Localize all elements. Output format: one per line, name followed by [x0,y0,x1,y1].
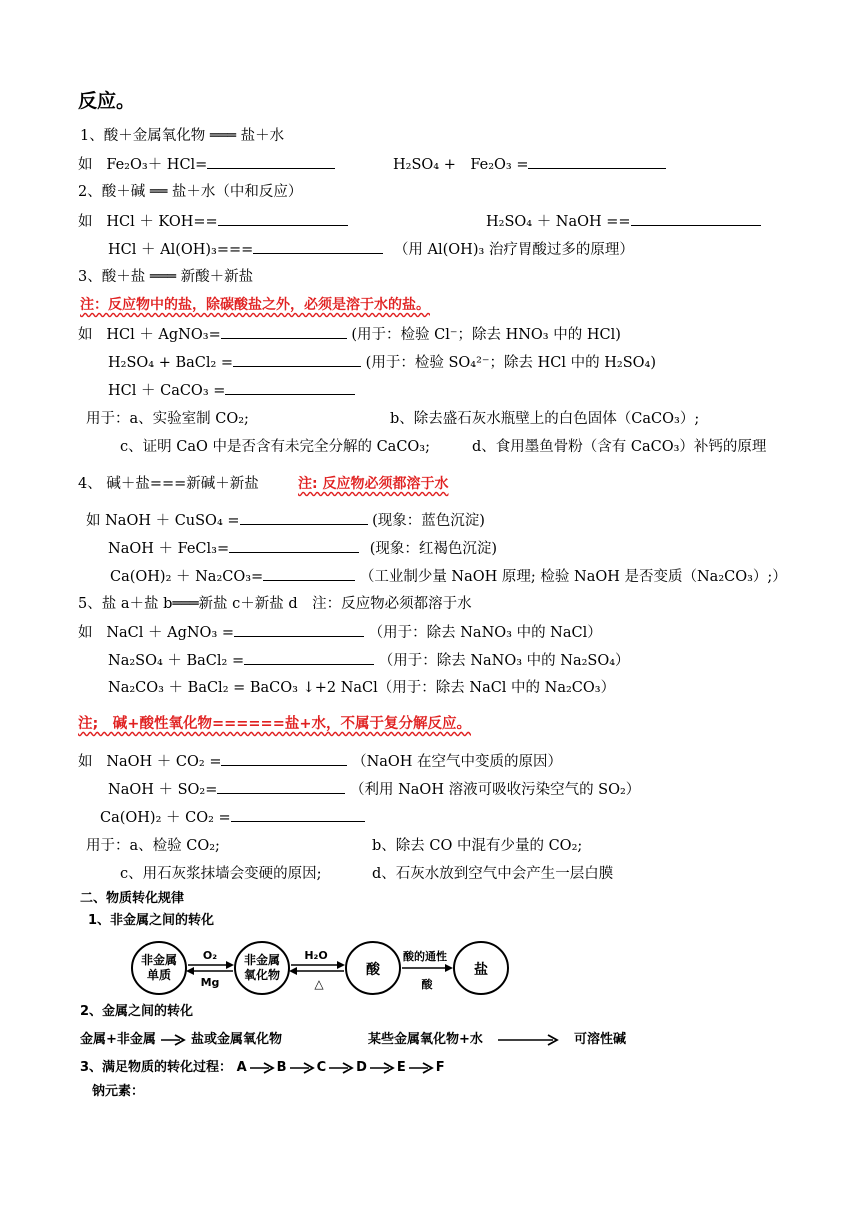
equation-note: (现象：红褐色沉淀) [369,541,498,557]
equation: HCl ＋ CaCO₃ = [108,383,226,399]
equation-note: （利用 NaOH 溶液可吸收污染空气的 SO₂） [349,782,641,798]
section4-example2 [108,538,497,559]
section4-example3 [110,566,787,587]
arrow-right-icon [337,961,345,969]
arrow-right-icon [445,964,453,972]
equation: NaOH ＋ FeCl₃= [108,541,230,557]
answer-blank[interactable] [240,510,368,525]
section2-example3 [108,239,634,260]
section3-note: 注：反应物中的盐，除碳酸盐之外，必须是溶于水的盐。 [80,297,430,313]
section1-example1 [78,154,335,175]
diagram-node-label: 盐 [474,962,488,978]
metal-conversion-1 [80,1030,282,1050]
conversion-chain [237,1060,445,1075]
section2-example1 [78,211,348,232]
section6-example3 [100,807,365,828]
example-prefix: 如 [78,214,93,230]
page-title: 反应。 [78,90,136,112]
part2-sub3-label: 3、满足物质的转化过程： [80,1060,233,1075]
nonmetal-conversion-diagram [128,934,510,1002]
answer-blank[interactable] [225,380,355,395]
section3-use-d: d、食用墨鱼骨粉（含有 CaCO₃）补钙的原理 [472,439,767,455]
section3-use-a: 用于：a、实验室制 CO₂; [86,411,249,427]
part2-sub3 [80,1058,445,1078]
answer-blank[interactable] [221,324,347,339]
conversion-left: 某些金属氧化物+水 [368,1032,483,1047]
equation-note: (用于：检验 SO₄²⁻；除去 HCl 中的 H₂SO₄) [365,355,656,371]
section3-example3 [108,380,355,401]
conversion-right: 盐或金属氧化物 [190,1032,282,1047]
answer-blank[interactable] [263,566,355,581]
section3-use-b: b、除去盛石灰水瓶壁上的白色固体（CaCO₃）; [390,411,700,427]
section5-example1 [78,622,602,643]
section5-example2 [108,650,630,671]
sodium-label: 钠元素： [92,1084,145,1099]
chain-item: F [435,1060,445,1075]
equation: Ca(OH)₂ ＋ Na₂CO₃= [110,569,264,585]
arrow-right-icon [497,1034,559,1046]
section4-example1 [86,510,485,531]
arrow-top-label: 酸的通性 [403,950,447,963]
equation: Na₂SO₄ ＋ BaCl₂ = [108,653,245,669]
answer-blank[interactable] [221,751,347,766]
example-prefix: 如 [78,754,93,770]
section6-use-b: b、除去 CO 中混有少量的 CO₂; [372,838,583,854]
section1-example2 [393,154,666,175]
chain-item: B [276,1060,287,1075]
part2-sub2: 2、金属之间的转化 [80,1004,194,1019]
arrow-right-icon [249,1062,275,1074]
answer-blank[interactable] [253,239,383,254]
equation-note: （用于：除去 NaNO₃ 中的 Na₂SO₄） [378,653,630,669]
answer-blank[interactable] [217,779,345,794]
equation: 如 NaOH ＋ CuSO₄ = [86,513,240,529]
example-prefix: 如 [78,157,93,173]
arrow-right-icon [160,1034,186,1046]
answer-blank[interactable] [528,154,666,169]
answer-blank[interactable] [631,211,761,226]
section6-example1 [78,751,562,772]
section5-title: 5、盐 a＋盐 b═══新盐 c＋新盐 d 注：反应物必须都溶于水 [78,596,472,612]
equation: H₂SO₄ ＋ NaOH == [486,214,631,230]
equation-note: （工业制少量 NaOH 原理; 检验 NaOH 是否变质（Na₂CO₃）;） [359,569,787,585]
equation: HCl ＋ KOH== [106,214,218,230]
equation: Fe₂O₃＋ HCl= [106,157,208,173]
arrow-right-icon [328,1062,354,1074]
equation-note: （用于：除去 NaNO₃ 中的 NaCl） [368,625,602,641]
example-prefix: 如 [78,625,93,641]
arrow-left-icon [186,967,194,975]
example-prefix: 如 [78,327,93,343]
equation: NaOH ＋ SO₂= [108,782,218,798]
arrow-left-icon [289,967,297,975]
part2-sub1: 1、非金属之间的转化 [88,913,215,928]
answer-blank[interactable] [218,211,348,226]
section4-title: 4、 碱＋盐===新碱＋新盐 [78,476,259,492]
equation: HCl ＋ AgNO₃= [106,327,221,343]
chain-item: D [356,1060,367,1075]
section6-note: 注; 碱+酸性氧化物======盐+水，不属于复分解反应。 [78,716,471,732]
equation: H₂SO₄ + Fe₂O₃ = [393,157,529,173]
diagram-node-label: 单质 [146,968,172,982]
arrow-bottom-label: Mg [200,976,220,989]
equation-note: (用于：检验 Cl⁻；除去 HNO₃ 中的 HCl) [351,327,621,343]
equation-note: （NaOH 在空气中变质的原因） [352,754,563,770]
arrow-bottom-label: 酸 [421,978,433,991]
diagram-node-label: 非金属 [243,953,281,967]
diagram-node-label: 酸 [366,962,380,978]
answer-blank[interactable] [229,538,359,553]
chain-item: A [236,1060,247,1075]
equation: Ca(OH)₂ ＋ CO₂ = [100,810,231,826]
section6-use-a: 用于：a、检验 CO₂; [86,838,220,854]
equation: HCl ＋ Al(OH)₃=== [108,242,254,258]
answer-blank[interactable] [233,352,361,367]
arrow-right-icon [408,1062,434,1074]
arrow-right-icon [369,1062,395,1074]
chain-item: E [396,1060,406,1075]
diagram-node-label: 非金属 [140,953,178,967]
section3-use-c: c、证明 CaO 中是否含有未完全分解的 CaCO₃; [120,439,430,455]
section5-example3: Na₂CO₃ ＋ BaCl₂ = BaCO₃ ↓+2 NaCl（用于：除去 NaCl 中的 Na₂CO₃） [108,680,616,696]
answer-blank[interactable] [234,622,364,637]
section6-use-d: d、石灰水放到空气中会产生一层白膜 [372,866,614,882]
arrow-right-icon [226,961,234,969]
section1-title: 1、酸＋金属氧化物 ═══ 盐＋水 [80,128,285,144]
section4-note: 注: 反应物必须都溶于水 [298,476,449,492]
diagram-node-label: 氧化物 [243,968,281,982]
equation: NaOH ＋ CO₂ = [106,754,222,770]
equation: NaCl ＋ AgNO₃ = [106,625,235,641]
conversion-right: 可溶性碱 [573,1032,626,1047]
section2-title: 2、酸＋碱 ══ 盐＋水（中和反应） [78,184,303,200]
section6-use-c: c、用石灰浆抹墙会变硬的原因; [120,866,322,882]
section3-example2 [108,352,656,373]
equation-note: (现象：蓝色沉淀) [372,513,485,529]
conversion-left: 金属+非金属 [80,1032,156,1047]
section2-example2 [486,211,761,232]
arrow-top-label: H₂O [304,949,328,962]
section6-example2 [108,779,640,800]
equation-note: （用 Al(OH)₃ 治疗胃酸过多的原理） [393,242,634,258]
part2-title: 二、物质转化规律 [80,891,185,906]
chain-item: C [316,1060,327,1075]
answer-blank[interactable] [244,650,374,665]
arrow-bottom-label: △ [314,977,324,991]
arrow-top-label: O₂ [202,949,218,962]
metal-conversion-2 [368,1030,626,1050]
answer-blank[interactable] [231,807,365,822]
section3-title: 3、酸＋盐 ═══ 新酸＋新盐 [78,269,254,285]
arrow-right-icon [289,1062,315,1074]
equation: H₂SO₄ + BaCl₂ = [108,355,234,371]
section3-example1 [78,324,621,345]
answer-blank[interactable] [207,154,335,169]
